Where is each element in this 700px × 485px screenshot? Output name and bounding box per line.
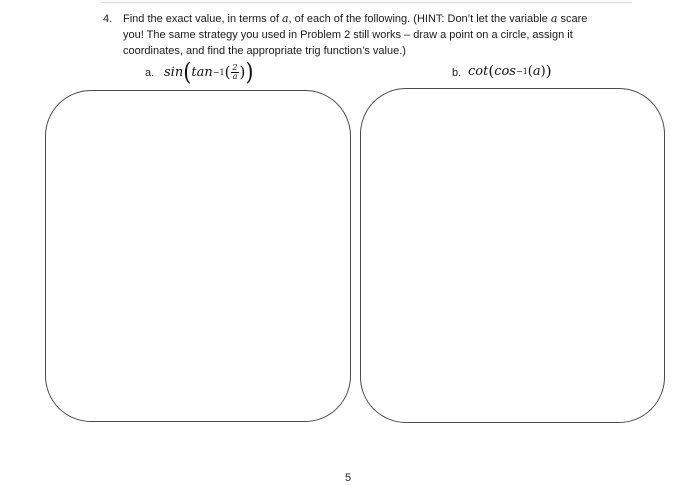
part-a-label: a. <box>145 67 155 79</box>
question-text-line1-pre: Find the exact value, in terms of <box>123 13 282 25</box>
question-text-line2: you! The same strategy you used in Problem 2 still works – draw a point on a circle, assign it <box>123 29 573 41</box>
question-number: 4. <box>103 13 113 25</box>
part-b-expression: cot ( cos −1 ( a ) ) <box>468 62 552 80</box>
part-a-expression: sin ( tan −1 ( $\frac{2}{a}$ ) ) <box>164 58 254 86</box>
answer-box-b[interactable] <box>360 88 665 423</box>
answer-box-a[interactable] <box>45 90 351 422</box>
outer-function: sin <box>164 64 184 80</box>
fraction <box>231 64 238 81</box>
argument: a <box>532 63 541 79</box>
inverse-exponent: −1 <box>515 66 528 76</box>
inner-function: cos <box>494 63 516 79</box>
variable-a: a <box>281 12 289 25</box>
part-b-label: b. <box>452 67 462 79</box>
inverse-exponent: −1 <box>212 67 225 77</box>
page-number: 5 <box>345 472 352 484</box>
inner-function: tan <box>191 64 213 80</box>
variable-a: a <box>550 12 558 25</box>
outer-function: cot <box>468 63 489 79</box>
question-text-line3: coordinates, and find the appropriate trig function’s value.) <box>123 45 406 57</box>
question-text-line1-mid: , of each of the following. (HINT: Don’t let the variable <box>288 13 551 25</box>
top-rule <box>102 2 632 3</box>
question-text-line1-post: scare <box>557 13 588 25</box>
fraction-numerator: 2 <box>232 62 238 72</box>
fraction-denominator: a <box>232 71 238 81</box>
question-text <box>123 11 628 59</box>
